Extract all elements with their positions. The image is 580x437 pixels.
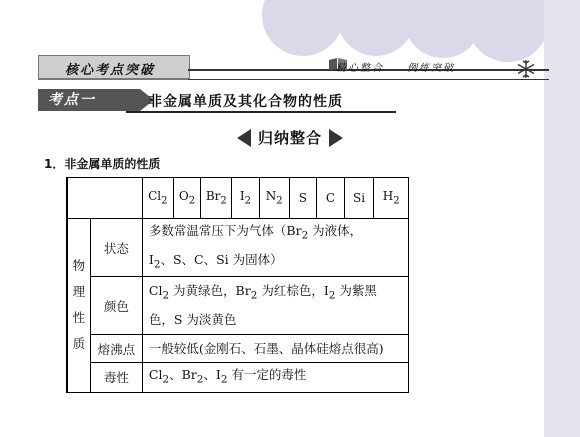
decor-circle [467, 0, 549, 62]
element-cell-h2: $H_2$ [374, 178, 409, 219]
nav-item-integration[interactable]: 精心整合 [336, 63, 384, 74]
section-heading: 1．非金属单质的性质 [44, 157, 161, 171]
topic-underline [126, 111, 396, 113]
element-cell-n2: $N_2$ [259, 178, 289, 219]
triangle-right-icon [329, 129, 343, 147]
decor-circle [262, 0, 344, 56]
property-value-toxicity: $Cl_2$、$Br_2$、$I_2$ 有一定的毒性 [142, 363, 408, 393]
property-label-color: 颜色 [90, 277, 142, 335]
property-value-boiling: 一般较低(金刚石、石墨、晶体硅熔点很高) [142, 335, 408, 363]
element-cell-o2: $O_2$ [173, 178, 201, 219]
section-tab [38, 55, 190, 80]
triangle-left-icon [237, 129, 251, 147]
element-cell-c: C [317, 178, 345, 219]
property-label-state: 状态 [90, 219, 142, 277]
section-tab-label: 核心考点突破 [65, 63, 156, 78]
topic-badge: 考点一 [38, 89, 140, 111]
nav-item-practice[interactable]: 例练突破 [407, 63, 456, 74]
decor-circle [337, 0, 415, 56]
table-header-row [67, 178, 409, 219]
header-bar [38, 55, 549, 79]
property-value-color: $Cl_2$ 为黄绿色，$Br_2$ 为红棕色，$I_2$ 为紫黑 色，S 为淡黄色 [142, 277, 408, 335]
table-row-color [67, 277, 409, 335]
property-value-state: 多数常温常压下为气体（$Br_2$ 为液体， $I_2$、S、C、Si 为固体） [142, 219, 408, 277]
properties-table [66, 177, 409, 393]
summary-label: 归纳整合 [257, 129, 322, 147]
property-label-boiling: 熔沸点 [90, 335, 142, 363]
table-row-boiling [67, 335, 409, 363]
header-nav [336, 59, 473, 74]
element-cell-s: S [289, 178, 317, 219]
table-row-state [67, 219, 409, 277]
element-cell-si: Si [344, 178, 374, 219]
table-row-toxicity [67, 363, 409, 393]
property-label-toxicity: 毒性 [90, 363, 142, 393]
category-cell [67, 219, 90, 393]
element-cell-br2: $Br_2$ [201, 178, 232, 219]
snowflake-icon [516, 59, 536, 79]
decor-bar [544, 0, 580, 437]
header-corner-cell [67, 178, 142, 219]
topic-title: 非金属单质及其化合物的性质 [148, 94, 343, 110]
element-cell-cl2: $Cl_2$ [142, 178, 173, 219]
category-label: 物 理 性 质 [72, 258, 86, 352]
element-cell-i2: $I_2$ [232, 178, 260, 219]
summary-heading [210, 127, 370, 149]
